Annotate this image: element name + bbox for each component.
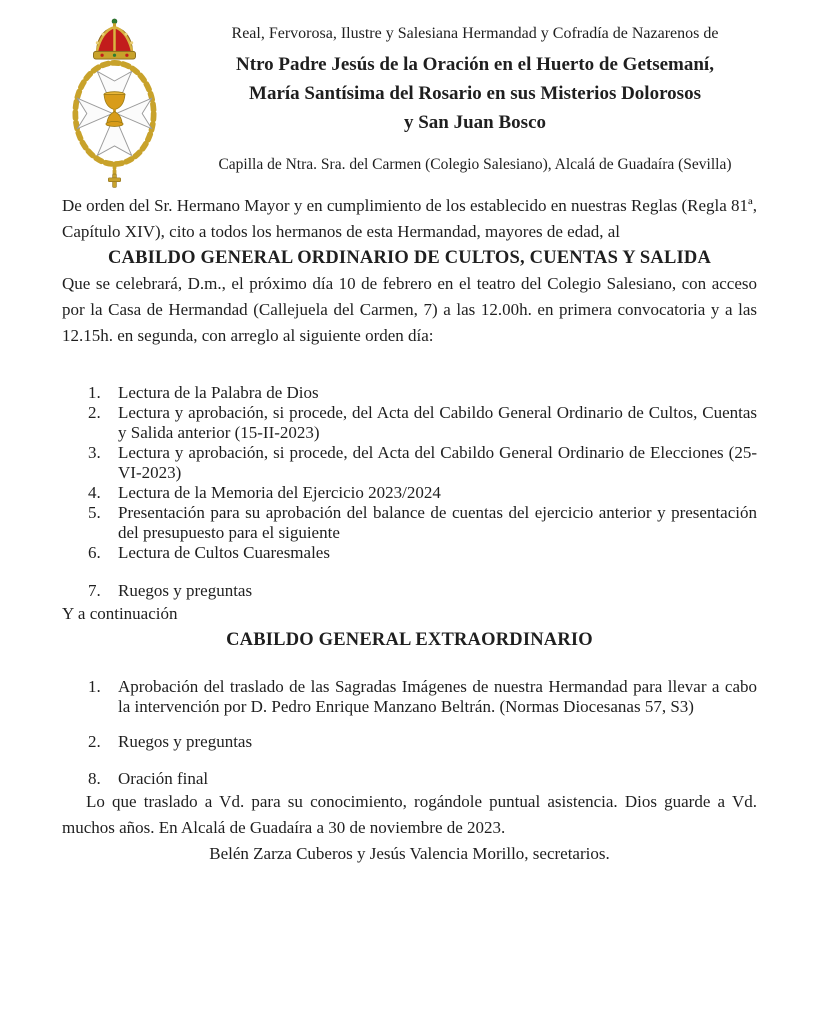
list-item [62,677,757,717]
heading-cabildo-extraordinario: CABILDO GENERAL EXTRAORDINARIO [226,630,593,650]
heading-cabildo-ordinario: CABILDO GENERAL ORDINARIO DE CULTOS, CUENTAS Y SALIDA [107,248,712,268]
list-item-number: 3. [88,443,101,462]
list-item [62,769,757,789]
list-item-number: 8. [88,769,101,788]
list-item-number: 2. [88,732,101,751]
header-text-block [185,16,765,192]
extraordinario-list [62,677,757,789]
list-item-number: 7. [88,581,101,600]
orden-del-dia-list [62,383,757,601]
brotherhood-order-line: Real, Fervorosa, Ilustre y Salesiana Hermandad y Cofradía de Nazarenos de [231,25,719,42]
list-item-text: Oración final [118,769,209,788]
list-item-text: Ruegos y preguntas [118,581,253,600]
list-item-text: Ruegos y preguntas [118,732,253,751]
chalice-icon [104,92,125,127]
list-item-number: 2. [88,403,101,422]
brotherhood-title-line2: María Santísima del Rosario en sus Misterios Dolorosos [249,83,701,104]
hermandad-emblem-icon [62,16,167,188]
list-item [62,443,757,483]
document-body [62,193,757,867]
chapel-address-line: Capilla de Ntra. Sra. del Carmen (Colegio Salesiano), Alcalá de Guadaíra (Sevilla) [218,156,732,173]
list-item [62,383,757,403]
brotherhood-title-line3: y San Juan Bosco [403,112,547,133]
list-item-text: Lectura de la Palabra de Dios [118,383,319,402]
continuation-text: Y a continuación [62,604,178,623]
list-item [62,543,757,563]
hermandad-emblem-logo [62,16,170,193]
list-item-text: Presentación para su aprobación del balance de cuentas del ejercicio anterior y presentación del presupuesto para el siguiente [118,503,757,542]
convocatoria-paragraph: Que se celebrará, D.m., el próximo día 10 de febrero en el teatro del Colegio Salesiano, con acceso por la Casa de Hermandad (Callejuela del Carmen, 7) a las 12.00h. en primera convocatoria y a las 12.15h. en segunda, con arreglo al siguiente orden día: [62,274,757,345]
list-item-number: 5. [88,503,101,522]
list-item-number: 1. [88,383,101,402]
list-item [62,503,757,543]
signature-line: Belén Zarza Cuberos y Jesús Valencia Morillo, secretarios. [209,844,610,863]
list-item-text: Lectura de la Memoria del Ejercicio 2023/2024 [118,483,441,502]
intro-paragraph: De orden del Sr. Hermano Mayor y en cumplimiento de los establecido en nuestras Reglas (Regla 81ª, Capítulo XIV), cito a todos los hermanos de esta Hermandad, mayores de edad, al [62,196,757,241]
list-item-number: 6. [88,543,101,562]
list-item [62,581,757,601]
document-header [0,0,819,193]
list-item-text: Lectura y aprobación, si procede, del Acta del Cabildo General Ordinario de Elecciones (25-VI-2023) [118,443,757,482]
brotherhood-title-line1: Ntro Padre Jesús de la Oración en el Huerto de Getsemaní, [236,54,714,75]
list-item [62,483,757,503]
crown-icon [94,19,136,59]
list-item-text: Lectura y aprobación, si procede, del Acta del Cabildo General Ordinario de Cultos, Cuentas y Salida anterior (15-II-2023) [118,403,757,442]
pendant-cross-icon [108,164,120,187]
list-item-text: Aprobación del traslado de las Sagradas Imágenes de nuestra Hermandad para llevar a cabo la intervención por D. Pedro Enrique Manzano Beltrán. (Normas Diocesanas 57, S3) [118,677,757,716]
list-item-text: Lectura de Cultos Cuaresmales [118,543,330,562]
list-item [62,732,757,752]
closing-paragraph: Lo que traslado a Vd. para su conocimiento, rogándole puntual asistencia. Dios guarde a Vd. muchos años. En Alcalá de Guadaíra a 30 de noviembre de 2023. [62,792,757,837]
list-item-number: 1. [88,677,101,696]
list-item-number: 4. [88,483,101,502]
list-item [62,403,757,443]
